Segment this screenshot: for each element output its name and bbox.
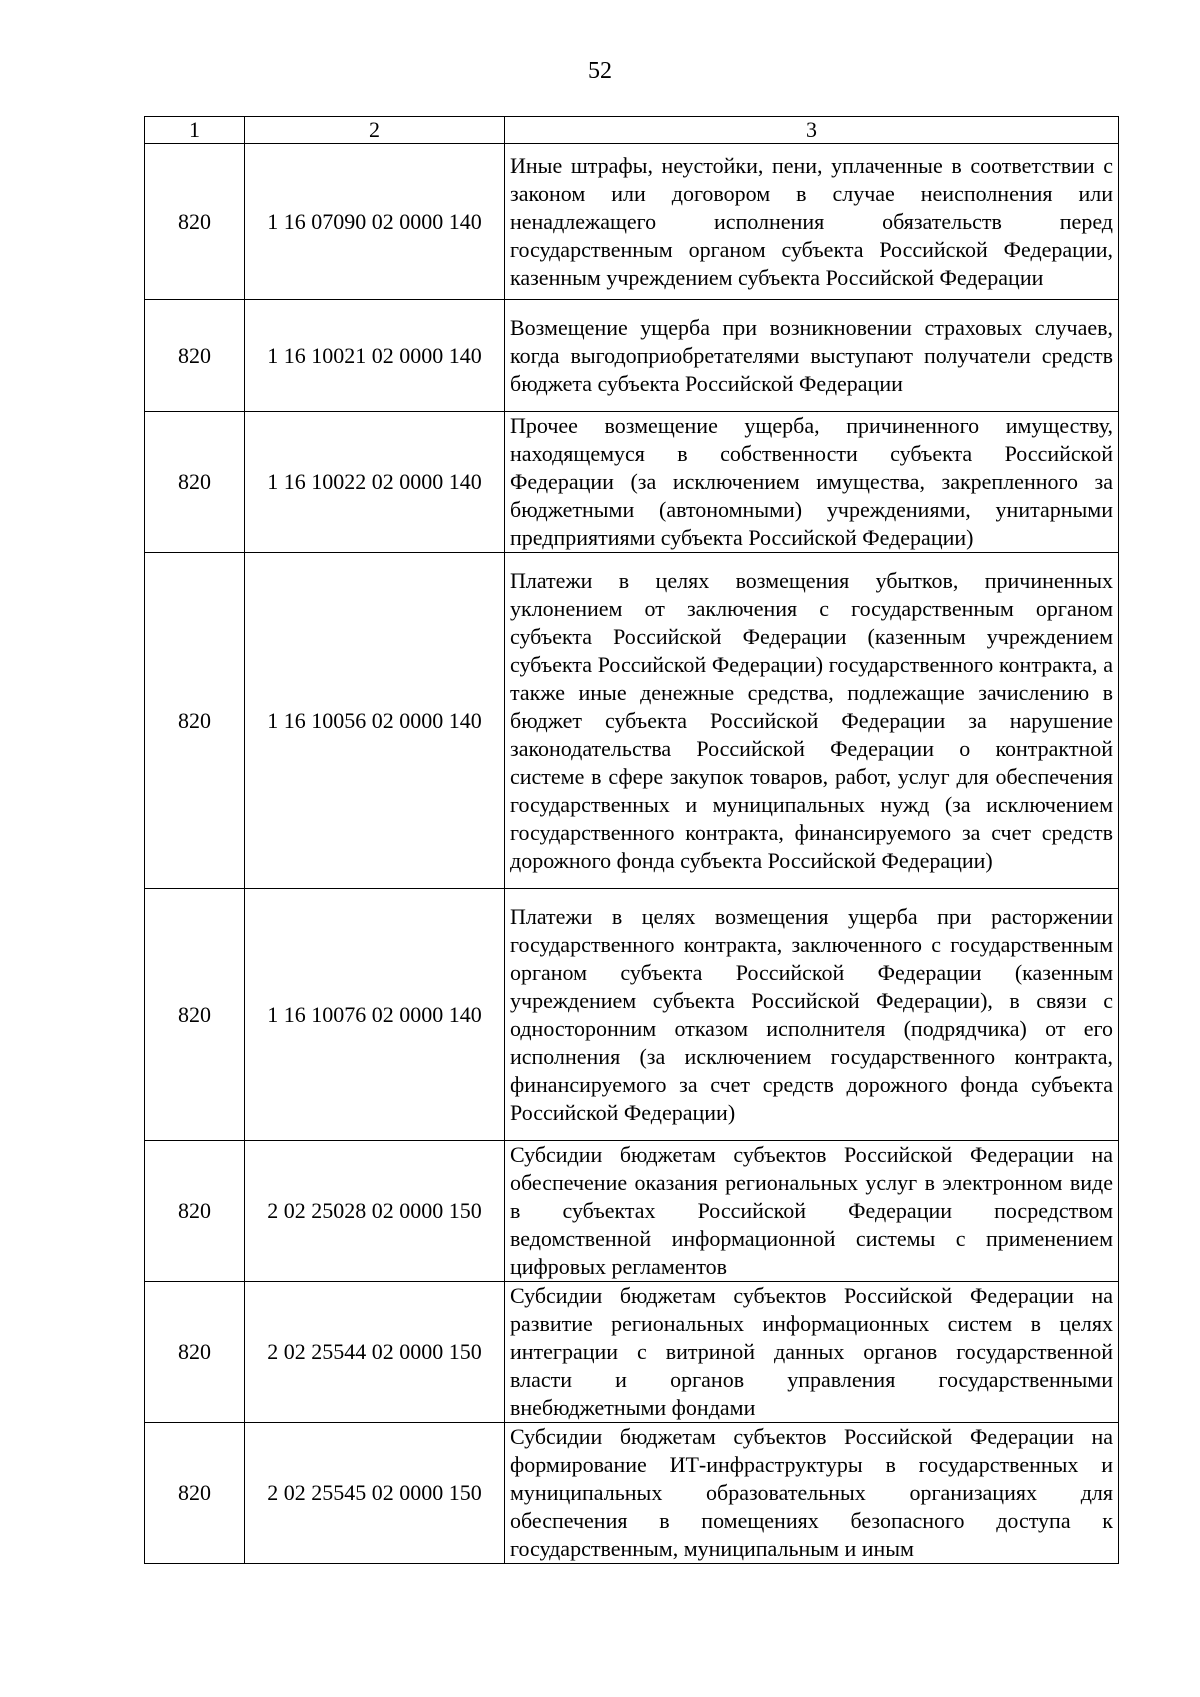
description-cell: Субсидии бюджетам субъектов Российской Федерации на обеспечение оказания региональных услуг в электронном виде в субъектах Российской Федерации посредством ведомственной информационной системы с применением цифровых регламентов xyxy=(505,1141,1119,1282)
table-row xyxy=(145,553,1119,889)
budget-code-cell: 1 16 10022 02 0000 140 xyxy=(245,412,505,553)
table-row xyxy=(145,412,1119,553)
description-cell: Платежи в целях возмещения убытков, причиненных уклонением от заключения с государственным органом субъекта Российской Федерации (казенным учреждением субъекта Российской Федерации) государственного контракта, а также иные денежные средства, подлежащие зачислению в бюджет субъекта Российской Федерации за нарушение законодательства Российской Федерации о контрактной системе в сфере закупок товаров, работ, услуг для обеспечения государственных и муниципальных нужд (за исключением государственного контракта, финансируемого за счет средств дорожного фонда субъекта Российской Федерации) xyxy=(505,553,1119,889)
header-row xyxy=(145,117,1119,144)
budget-code-cell: 2 02 25028 02 0000 150 xyxy=(245,1141,505,1282)
header-col-2: 2 xyxy=(245,117,505,144)
table-row xyxy=(145,1141,1119,1282)
table-row xyxy=(145,889,1119,1141)
table-header xyxy=(145,117,1119,144)
budget-code-cell: 2 02 25545 02 0000 150 xyxy=(245,1423,505,1564)
description-cell: Платежи в целях возмещения ущерба при расторжении государственного контракта, заключенного с государственным органом субъекта Российской Федерации (казенным учреждением субъекта Российской Федерации), в связи с односторонним отказом исполнителя (подрядчика) от его исполнения (за исключением государственного контракта, финансируемого за счет средств дорожного фонда субъекта Российской Федерации) xyxy=(505,889,1119,1141)
admin-code-cell: 820 xyxy=(145,1423,245,1564)
page-number: 52 xyxy=(588,58,612,84)
budget-code-cell: 1 16 07090 02 0000 140 xyxy=(245,144,505,300)
budget-code-cell: 1 16 10056 02 0000 140 xyxy=(245,553,505,889)
admin-code-cell: 820 xyxy=(145,1282,245,1423)
admin-code-cell: 820 xyxy=(145,889,245,1141)
header-col-3: 3 xyxy=(505,117,1119,144)
description-cell: Возмещение ущерба при возникновении страховых случаев, когда выгодоприобретателями выступают получатели средств бюджета субъекта Российской Федерации xyxy=(505,300,1119,412)
table-row xyxy=(145,1423,1119,1564)
admin-code-cell: 820 xyxy=(145,1141,245,1282)
budget-code-cell: 1 16 10021 02 0000 140 xyxy=(245,300,505,412)
description-cell: Прочее возмещение ущерба, причиненного имуществу, находящемуся в собственности субъекта Российской Федерации (за исключением имущества, закрепленного за бюджетными (автономными) учреждениями, унитарными предприятиями субъекта Российской Федерации) xyxy=(505,412,1119,553)
budget-code-cell: 1 16 10076 02 0000 140 xyxy=(245,889,505,1141)
table-body xyxy=(145,144,1119,1564)
budget-code-cell: 2 02 25544 02 0000 150 xyxy=(245,1282,505,1423)
admin-code-cell: 820 xyxy=(145,412,245,553)
admin-code-cell: 820 xyxy=(145,553,245,889)
table-row xyxy=(145,300,1119,412)
table-row xyxy=(145,1282,1119,1423)
admin-code-cell: 820 xyxy=(145,144,245,300)
header-col-1: 1 xyxy=(145,117,245,144)
table-row xyxy=(145,144,1119,300)
description-cell: Субсидии бюджетам субъектов Российской Федерации на развитие региональных информационных систем в целях интеграции с витриной данных органов государственной власти и органов управления государственными внебюджетными фондами xyxy=(505,1282,1119,1423)
admin-code-cell: 820 xyxy=(145,300,245,412)
description-cell: Субсидии бюджетам субъектов Российской Федерации на формирование ИТ-инфраструктуры в государственных и муниципальных образовательных организациях для обеспечения в помещениях безопасного доступа к государственным, муниципальным и иным xyxy=(505,1423,1119,1564)
description-cell: Иные штрафы, неустойки, пени, уплаченные в соответствии с законом или договором в случае неисполнения или ненадлежащего исполнения обязательств перед государственным органом субъекта Российской Федерации, казенным учреждением субъекта Российской Федерации xyxy=(505,144,1119,300)
revenue-codes-table xyxy=(144,116,1119,1564)
